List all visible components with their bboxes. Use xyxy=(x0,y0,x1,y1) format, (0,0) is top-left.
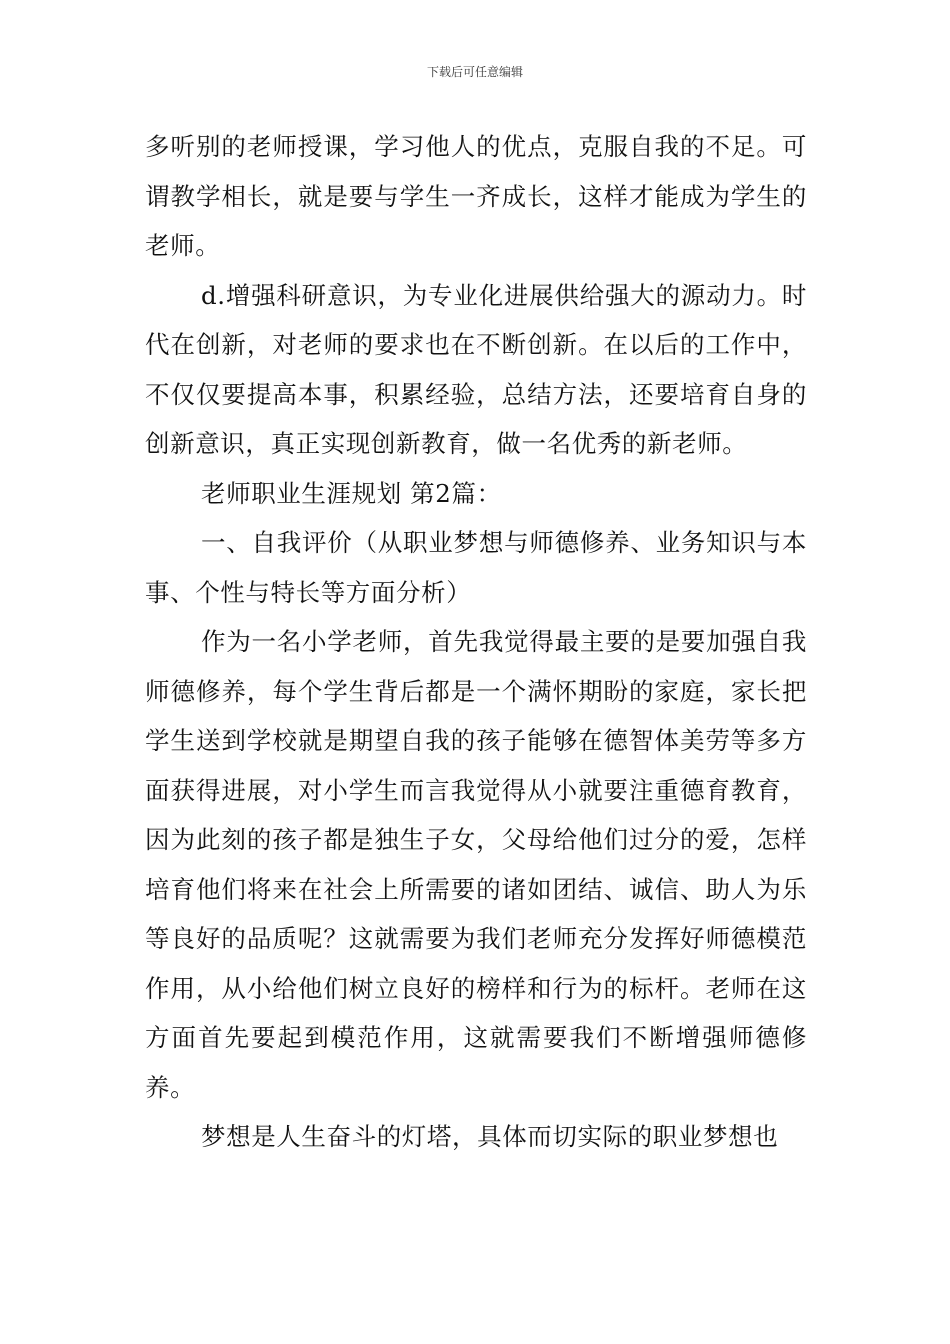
paragraph-ethics: 作为一名小学老师，首先我觉得最主要的是要加强自我师德修养，每个学生背后都是一个满怀期盼的家庭，家长把学生送到学校就是期望自我的孩子能够在德智体美劳等多方面获得进展，对小学生而言我觉得从小就要注重德育教育，因为此刻的孩子都是独生子女，父母给他们过分的爱，怎样培育他们将来在社会上所需要的诸如团结、诚信、助人为乐等良好的品质呢？这就需要为我们老师充分发挥好师德模范作用，从小给他们树立良好的榜样和行为的标杆。老师在这方面首先要起到模范作用，这就需要我们不断增强师德修养。 xyxy=(145,627,807,1102)
paragraph-continuation: 多听别的老师授课，学习他人的优点，克服自我的不足。可谓教学相长，就是要与学生一齐成长，这样才能成为学生的老师。 xyxy=(145,132,807,260)
page-header: 下载后可任意编辑 xyxy=(426,65,523,79)
document-body xyxy=(145,122,807,1162)
subsection-heading: 一、自我评价（从职业梦想与师德修养、业务知识与本事、个性与特长等方面分析） xyxy=(145,528,807,607)
paragraph-research-awareness: d.增强科研意识，为专业化进展供给强大的源动力。时代在创新，对老师的要求也在不断创新。在以后的工作中，不仅仅要提高本事，积累经验，总结方法，还要培育自身的创新意识，真正实现创新教育，做一名优秀的新老师。 xyxy=(145,280,807,458)
paragraph-dream: 梦想是人生奋斗的灯塔，具体而切实际的职业梦想也 xyxy=(201,1122,779,1151)
section-heading: 老师职业生涯规划 第2篇： xyxy=(201,478,502,508)
